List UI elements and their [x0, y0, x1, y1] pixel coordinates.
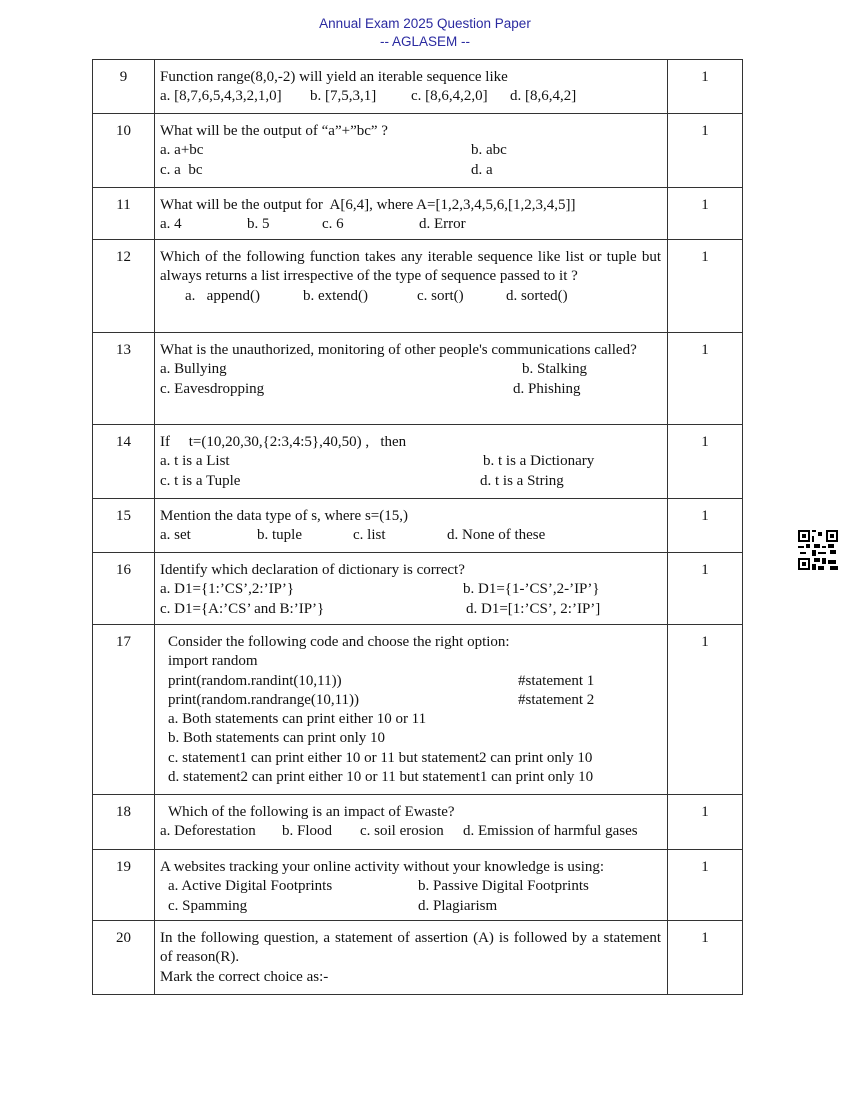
option-c: c. a bc	[160, 161, 203, 178]
question-marks: 1	[668, 240, 743, 333]
code-comment: #statement 2	[518, 691, 595, 708]
question-number: 12	[93, 240, 155, 333]
question-content	[155, 114, 668, 188]
question-marks: 1	[668, 60, 743, 114]
question-content	[155, 921, 668, 995]
questions-table	[92, 59, 743, 995]
question-number: 9	[93, 60, 155, 114]
question-number: 18	[93, 795, 155, 850]
question-text: Identify which declaration of dictionary is correct?	[160, 562, 465, 578]
question-marks: 1	[668, 795, 743, 850]
question-text: What will be the output for A[6,4], where A=[1,2,3,4,5,6,[1,2,3,4,5]]	[160, 197, 576, 213]
option-a: a. Both statements can print either 10 or 11	[168, 711, 427, 728]
option-c: c. 6	[322, 216, 344, 233]
option-d: d. t is a String	[480, 472, 564, 489]
question-row	[93, 625, 743, 795]
option-a: a. t is a List	[160, 453, 230, 470]
question-marks: 1	[668, 553, 743, 625]
question-number: 14	[93, 425, 155, 499]
question-text: What will be the output of “a”+”bc” ?	[160, 123, 388, 139]
question-number: 19	[93, 850, 155, 921]
option-c: c. t is a Tuple	[160, 472, 241, 489]
option-b: b. extend()	[303, 287, 368, 304]
question-row	[93, 60, 743, 114]
question-text: Which of the following function takes any iterable sequence like list or tuple but always returns a list irrespective of the type of sequence passed to it ?	[160, 249, 661, 285]
option-a: a. Deforestation	[160, 823, 256, 840]
question-number: 13	[93, 333, 155, 425]
option-c: c. Spamming	[168, 897, 248, 914]
question-row	[93, 850, 743, 921]
question-marks: 1	[668, 625, 743, 795]
question-number: 15	[93, 499, 155, 553]
code-line: import random	[168, 653, 258, 670]
question-marks: 1	[668, 850, 743, 921]
option-d: d. Emission of harmful gases	[463, 823, 638, 840]
question-content	[155, 188, 668, 240]
option-d: d. statement2 can print either 10 or 11 but statement1 can print only 10	[168, 769, 594, 786]
option-a: a. a+bc	[160, 142, 204, 159]
question-text: Which of the following is an impact of Ewaste?	[168, 804, 455, 820]
question-content	[155, 499, 668, 553]
question-row	[93, 499, 743, 553]
question-row	[93, 188, 743, 240]
question-content	[155, 553, 668, 625]
option-c: c. Eavesdropping	[160, 380, 265, 397]
code-line: print(random.randrange(10,11))	[168, 691, 360, 708]
option-a: a. append()	[185, 287, 260, 304]
option-a: a. Active Digital Footprints	[168, 878, 333, 895]
option-d: d. sorted()	[506, 287, 568, 304]
option-d: d. Plagiarism	[418, 897, 498, 914]
option-c: c. [8,6,4,2,0]	[411, 88, 488, 105]
question-text: If t=(10,20,30,{2:3,4:5},40,50) , then	[160, 434, 407, 450]
option-d: d. D1=[1:’CS’, 2:’IP’]	[466, 600, 601, 617]
question-marks: 1	[668, 425, 743, 499]
option-b: b. [7,5,3,1]	[310, 88, 377, 105]
option-d: d. None of these	[447, 527, 546, 544]
option-d: d. a	[471, 161, 493, 178]
question-content	[155, 60, 668, 114]
question-row	[93, 333, 743, 425]
question-instruction: Mark the correct choice as:-	[160, 968, 329, 985]
option-a: a. Bullying	[160, 361, 227, 378]
option-c: c. D1={A:’CS’ and B:’IP’}	[160, 600, 325, 617]
option-b: b. t is a Dictionary	[483, 453, 595, 470]
question-row	[93, 553, 743, 625]
question-marks: 1	[668, 188, 743, 240]
option-b: b. Stalking	[522, 361, 588, 378]
question-marks: 1	[668, 333, 743, 425]
question-row	[93, 795, 743, 850]
question-text: A websites tracking your online activity without your knowledge is using:	[160, 859, 605, 875]
question-row	[93, 425, 743, 499]
option-a: a. D1={1:’CS’,2:’IP’}	[160, 581, 295, 598]
question-text: Function range(8,0,-2) will yield an iterable sequence like	[160, 69, 508, 85]
option-c: c. sort()	[417, 287, 464, 304]
question-text: Consider the following code and choose the right option:	[168, 634, 510, 650]
question-number: 10	[93, 114, 155, 188]
question-number: 11	[93, 188, 155, 240]
option-d: d. Phishing	[513, 380, 581, 397]
question-text: What is the unauthorized, monitoring of other people's communications called?	[160, 342, 637, 358]
option-d: d. [8,6,4,2]	[510, 88, 577, 105]
question-content	[155, 240, 668, 333]
question-content	[155, 625, 668, 795]
option-a: a. 4	[160, 216, 182, 233]
option-b: b. Flood	[282, 823, 333, 840]
qr-code-icon	[798, 530, 838, 570]
option-c: c. soil erosion	[360, 823, 444, 840]
question-marks: 1	[668, 921, 743, 995]
option-b: b. Both statements can print only 10	[168, 730, 386, 747]
header-subtitle: -- AGLASEM --	[379, 34, 470, 49]
question-row	[93, 921, 743, 995]
code-comment: #statement 1	[518, 672, 595, 689]
option-b: b. 5	[247, 216, 270, 233]
question-row	[93, 114, 743, 188]
question-number: 20	[93, 921, 155, 995]
header-title: Annual Exam 2025 Question Paper	[319, 16, 531, 31]
question-content	[155, 850, 668, 921]
question-content	[155, 425, 668, 499]
option-c: c. statement1 can print either 10 or 11 but statement2 can print only 10	[168, 749, 593, 766]
option-a: a. [8,7,6,5,4,3,2,1,0]	[160, 88, 282, 105]
code-line: print(random.randint(10,11))	[168, 672, 342, 689]
option-b: b. D1={1-’CS’,2-’IP’}	[463, 581, 600, 598]
question-number: 16	[93, 553, 155, 625]
question-marks: 1	[668, 114, 743, 188]
question-text: In the following question, a statement of assertion (A) is followed by a statement of reason(R).	[160, 930, 661, 966]
question-marks: 1	[668, 499, 743, 553]
question-text: Mention the data type of s, where s=(15,)	[160, 508, 408, 524]
option-c: c. list	[353, 527, 386, 544]
option-b: b. Passive Digital Footprints	[418, 878, 589, 895]
question-number: 17	[93, 625, 155, 795]
option-a: a. set	[160, 527, 191, 544]
option-b: b. tuple	[257, 527, 302, 544]
question-content	[155, 333, 668, 425]
option-d: d. Error	[419, 216, 466, 233]
question-content	[155, 795, 668, 850]
question-row	[93, 240, 743, 333]
option-b: b. abc	[471, 142, 507, 159]
